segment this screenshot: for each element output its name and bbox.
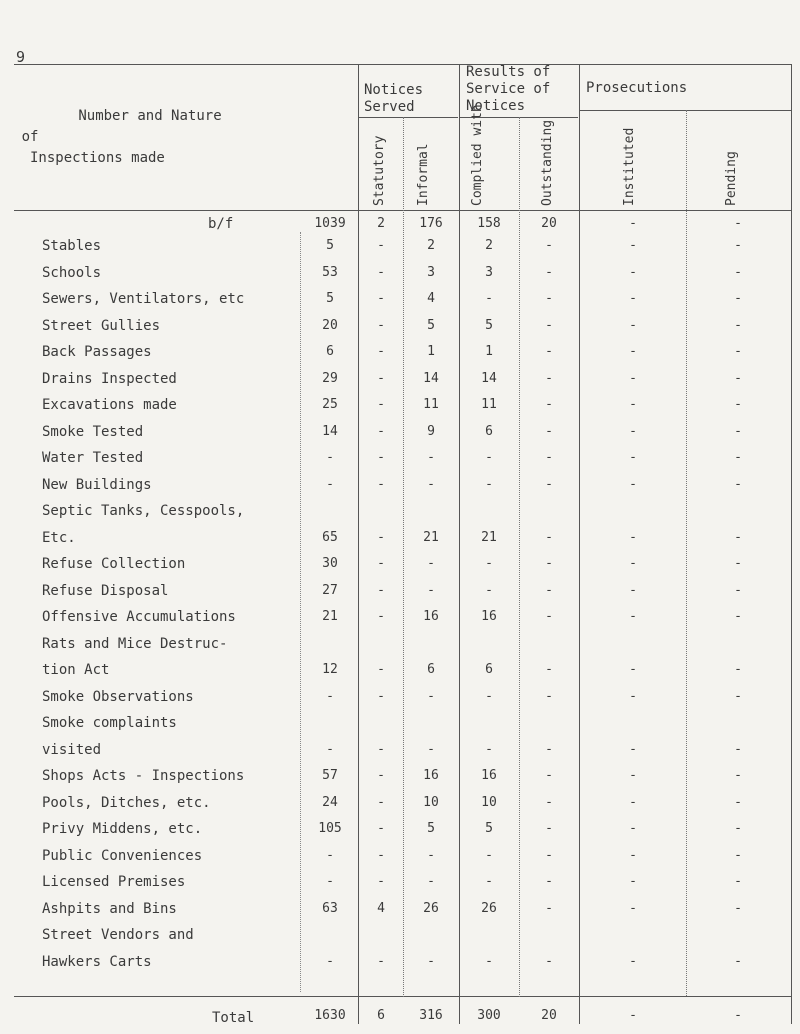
table-cell: 63 (322, 901, 338, 916)
table-cell: - (377, 424, 385, 439)
table-cell: - (545, 795, 553, 810)
table-cell: - (427, 583, 435, 598)
row-label: Smoke complaints (42, 715, 177, 731)
header-statutory: Statutory (372, 135, 387, 206)
table-cell: - (629, 874, 637, 889)
table-cell: - (545, 450, 553, 465)
table-cell: - (734, 424, 742, 439)
table-cell: - (734, 662, 742, 677)
table-cell: - (545, 344, 553, 359)
row-label: New Buildings (42, 477, 152, 493)
table-cell: 16 (481, 609, 497, 624)
table-cell: - (377, 795, 385, 810)
row-label: Sewers, Ventilators, etc (42, 291, 245, 307)
table-cell: - (629, 238, 637, 253)
table-cell: - (485, 874, 493, 889)
table-cell: 12 (322, 662, 338, 677)
row-label: Smoke Observations (42, 689, 194, 705)
table-cell: - (377, 291, 385, 306)
sub-divider-2 (519, 117, 520, 997)
table-cell: 16 (423, 768, 439, 783)
table-cell: - (629, 291, 637, 306)
table-cell: - (545, 874, 553, 889)
total-cell: 300 (477, 1008, 501, 1023)
table-cell: - (545, 291, 553, 306)
sub-divider-3 (686, 110, 687, 996)
header-outstanding: Outstanding (540, 119, 555, 206)
table-cell: - (485, 954, 493, 969)
table-cell: - (629, 265, 637, 280)
total-cell: 1630 (314, 1008, 346, 1023)
table-cell: - (629, 662, 637, 677)
table-cell: - (326, 742, 334, 757)
table-cell: 11 (481, 397, 497, 412)
header-notices-line1: Notices (364, 82, 424, 98)
header-results-line1: Results of (466, 64, 551, 80)
table-cell: - (629, 954, 637, 969)
table-cell: - (734, 318, 742, 333)
col-divider-3 (579, 64, 580, 1024)
table-cell: 2 (485, 238, 493, 253)
table-cell: - (377, 265, 385, 280)
table-cell: - (629, 768, 637, 783)
col-divider-2 (459, 64, 460, 1024)
brought-forward-cell: 2 (377, 216, 385, 231)
table-cell: - (629, 848, 637, 863)
row-label: Excavations made (42, 397, 177, 413)
label-divider (300, 232, 301, 992)
table-cell: - (427, 954, 435, 969)
table-cell: 2 (427, 238, 435, 253)
table-cell: - (377, 821, 385, 836)
table-cell: - (326, 450, 334, 465)
row-label: Street Gullies (42, 318, 161, 334)
table-cell: 6 (326, 344, 334, 359)
table-cell: - (734, 742, 742, 757)
table-cell: - (326, 689, 334, 704)
header-informal: Informal (416, 143, 431, 206)
table-cell: 14 (322, 424, 338, 439)
table-cell: 26 (423, 901, 439, 916)
total-cell: 316 (419, 1008, 443, 1023)
brought-forward-label: b/f (208, 216, 234, 232)
table-cell: - (485, 450, 493, 465)
table-cell: - (377, 530, 385, 545)
row-label: Privy Middens, etc. (42, 821, 203, 837)
table-cell: 5 (485, 318, 493, 333)
table-cell: 21 (322, 609, 338, 624)
table-cell: - (734, 371, 742, 386)
row-label: Refuse Disposal (42, 583, 169, 599)
col-divider-4 (791, 64, 792, 1024)
table-cell: - (734, 901, 742, 916)
table-cell: - (734, 821, 742, 836)
table-cell: - (734, 530, 742, 545)
table-cell: 53 (322, 265, 338, 280)
table-cell: - (734, 397, 742, 412)
table-cell: - (629, 742, 637, 757)
header-nature-line1: Number and Nature (78, 108, 222, 124)
table-cell: - (485, 477, 493, 492)
table-cell: - (545, 662, 553, 677)
table-cell: - (629, 795, 637, 810)
total-cell: 6 (377, 1008, 385, 1023)
header-instituted: Instituted (622, 127, 637, 206)
row-label: Septic Tanks, Cesspools, (42, 503, 245, 519)
table-cell: - (545, 954, 553, 969)
row-label: Stables (42, 238, 102, 254)
table-cell: - (629, 318, 637, 333)
table-cell: - (734, 556, 742, 571)
table-cell: 1 (485, 344, 493, 359)
table-cell: - (734, 477, 742, 492)
table-cell: - (326, 477, 334, 492)
table-cell: - (629, 556, 637, 571)
table-cell: 3 (427, 265, 435, 280)
table-cell: - (734, 583, 742, 598)
table-cell: - (545, 556, 553, 571)
table-cell: - (377, 318, 385, 333)
row-label: Etc. (42, 530, 76, 546)
table-cell: 14 (423, 371, 439, 386)
table-cell: 6 (485, 662, 493, 677)
row-label: Ashpits and Bins (42, 901, 177, 917)
header-prosecutions: Prosecutions (586, 80, 688, 96)
table-cell: - (734, 238, 742, 253)
table-cell: 21 (423, 530, 439, 545)
table-cell: 5 (485, 821, 493, 836)
table-cell: - (377, 450, 385, 465)
table-cell: 14 (481, 371, 497, 386)
table-cell: 57 (322, 768, 338, 783)
row-label: Rats and Mice Destruc- (42, 636, 228, 652)
table-cell: - (377, 954, 385, 969)
table-cell: - (377, 874, 385, 889)
total-cell: - (629, 1008, 637, 1023)
table-cell: - (629, 397, 637, 412)
table-cell: - (427, 477, 435, 492)
table-cell: - (545, 265, 553, 280)
table-cell: - (485, 848, 493, 863)
table-cell: - (377, 238, 385, 253)
table-cell: - (545, 371, 553, 386)
table-cell: - (545, 768, 553, 783)
header-results-line2: Service of (466, 81, 551, 97)
table-cell: - (326, 848, 334, 863)
header-results-line3: Notices (466, 98, 526, 114)
table-cell: - (734, 768, 742, 783)
table-cell: - (377, 609, 385, 624)
table-cell: - (485, 583, 493, 598)
table-cell: 20 (322, 318, 338, 333)
row-label: Offensive Accumulations (42, 609, 236, 625)
table-cell: 30 (322, 556, 338, 571)
table-cell: - (485, 556, 493, 571)
table-cell: - (734, 874, 742, 889)
table-cell: - (427, 874, 435, 889)
table-cell: 4 (377, 901, 385, 916)
table-cell: - (734, 450, 742, 465)
row-label: Licensed Premises (42, 874, 186, 890)
table-cell: - (734, 291, 742, 306)
table-cell: - (629, 821, 637, 836)
table-cell: 5 (326, 238, 334, 253)
table-cell: - (427, 450, 435, 465)
table-cell: - (545, 477, 553, 492)
table-cell: - (545, 397, 553, 412)
row-label: Pools, Ditches, etc. (42, 795, 211, 811)
header-complied: Complied with (470, 104, 485, 206)
table-cell: - (427, 689, 435, 704)
table-cell: - (629, 530, 637, 545)
table-cell: - (629, 371, 637, 386)
brought-forward-cell: 158 (477, 216, 501, 231)
table-cell: - (734, 954, 742, 969)
table-cell: 16 (423, 609, 439, 624)
table-cell: - (377, 371, 385, 386)
table-cell: - (377, 477, 385, 492)
table-cell: - (734, 795, 742, 810)
table-cell: - (485, 742, 493, 757)
row-label: Water Tested (42, 450, 144, 466)
total-cell: - (734, 1008, 742, 1023)
table-cell: - (377, 689, 385, 704)
row-label: Drains Inspected (42, 371, 177, 387)
table-cell: - (377, 397, 385, 412)
table-cell: 24 (322, 795, 338, 810)
total-cell: 20 (541, 1008, 557, 1023)
brought-forward-cell: 20 (541, 216, 557, 231)
table-cell: - (427, 848, 435, 863)
table-cell: - (734, 689, 742, 704)
table-cell: 1 (427, 344, 435, 359)
table-cell: - (629, 477, 637, 492)
table-cell: - (734, 265, 742, 280)
table-cell: - (377, 556, 385, 571)
table-cell: - (629, 901, 637, 916)
table-cell: - (629, 424, 637, 439)
total-label: Total (212, 1010, 255, 1026)
brought-forward-cell: - (629, 216, 637, 231)
table-cell: - (734, 344, 742, 359)
table-cell: - (377, 583, 385, 598)
table-cell: 3 (485, 265, 493, 280)
table-cell: 5 (326, 291, 334, 306)
table-cell: - (629, 689, 637, 704)
row-label: Schools (42, 265, 102, 281)
table-cell: - (326, 954, 334, 969)
brought-forward-cell: 176 (419, 216, 443, 231)
row-label: visited (42, 742, 102, 758)
brought-forward-cell: 1039 (314, 216, 346, 231)
row-label: Back Passages (42, 344, 152, 360)
table-cell: - (545, 530, 553, 545)
table-cell: 10 (423, 795, 439, 810)
table-cell: - (377, 344, 385, 359)
row-label: Refuse Collection (42, 556, 186, 572)
table-cell: - (377, 742, 385, 757)
table-cell: - (485, 291, 493, 306)
table-cell: - (734, 848, 742, 863)
table-cell: 16 (481, 768, 497, 783)
top-rule (14, 64, 792, 65)
header-pending: Pending (724, 151, 739, 206)
table-cell: - (629, 344, 637, 359)
row-label: Shops Acts - Inspections (42, 768, 245, 784)
table-cell: - (545, 424, 553, 439)
table-cell: 65 (322, 530, 338, 545)
table-cell: - (545, 821, 553, 836)
header-notices-line2: Served (364, 99, 415, 115)
table-cell: - (427, 742, 435, 757)
table-cell: 25 (322, 397, 338, 412)
table-cell: 9 (427, 424, 435, 439)
table-cell: - (377, 662, 385, 677)
table-cell: 4 (427, 291, 435, 306)
table-cell: - (545, 901, 553, 916)
table-cell: 105 (318, 821, 342, 836)
table-cell: 27 (322, 583, 338, 598)
table-cell: - (377, 848, 385, 863)
header-nature-line3: Inspections made (30, 150, 165, 166)
table-cell: - (377, 768, 385, 783)
table-cell: - (485, 689, 493, 704)
brought-forward-cell: - (734, 216, 742, 231)
table-cell: - (545, 689, 553, 704)
page-number: 9 (16, 48, 26, 66)
row-label: Hawkers Carts (42, 954, 152, 970)
table-cell: - (629, 450, 637, 465)
row-label: Smoke Tested (42, 424, 144, 440)
table-cell: - (326, 874, 334, 889)
table-cell: - (545, 848, 553, 863)
table-cell: 6 (427, 662, 435, 677)
row-label: tion Act (42, 662, 110, 678)
table-cell: - (427, 556, 435, 571)
row-label: Public Conveniences (42, 848, 203, 864)
table-cell: 6 (485, 424, 493, 439)
row-label: Street Vendors and (42, 927, 194, 943)
table-cell: - (629, 609, 637, 624)
header-nature-line2: of (21, 129, 39, 145)
table-cell: 11 (423, 397, 439, 412)
table-cell: - (629, 583, 637, 598)
table-cell: - (545, 609, 553, 624)
table-cell: - (545, 318, 553, 333)
table-cell: - (545, 583, 553, 598)
notices-sub-rule (358, 117, 458, 118)
table-cell: 10 (481, 795, 497, 810)
table-cell: 5 (427, 821, 435, 836)
sub-divider-1 (403, 117, 404, 997)
table-cell: - (545, 742, 553, 757)
table-cell: 26 (481, 901, 497, 916)
table-cell: - (545, 238, 553, 253)
table-cell: 5 (427, 318, 435, 333)
table-cell: - (734, 609, 742, 624)
table-cell: 21 (481, 530, 497, 545)
table-cell: 29 (322, 371, 338, 386)
